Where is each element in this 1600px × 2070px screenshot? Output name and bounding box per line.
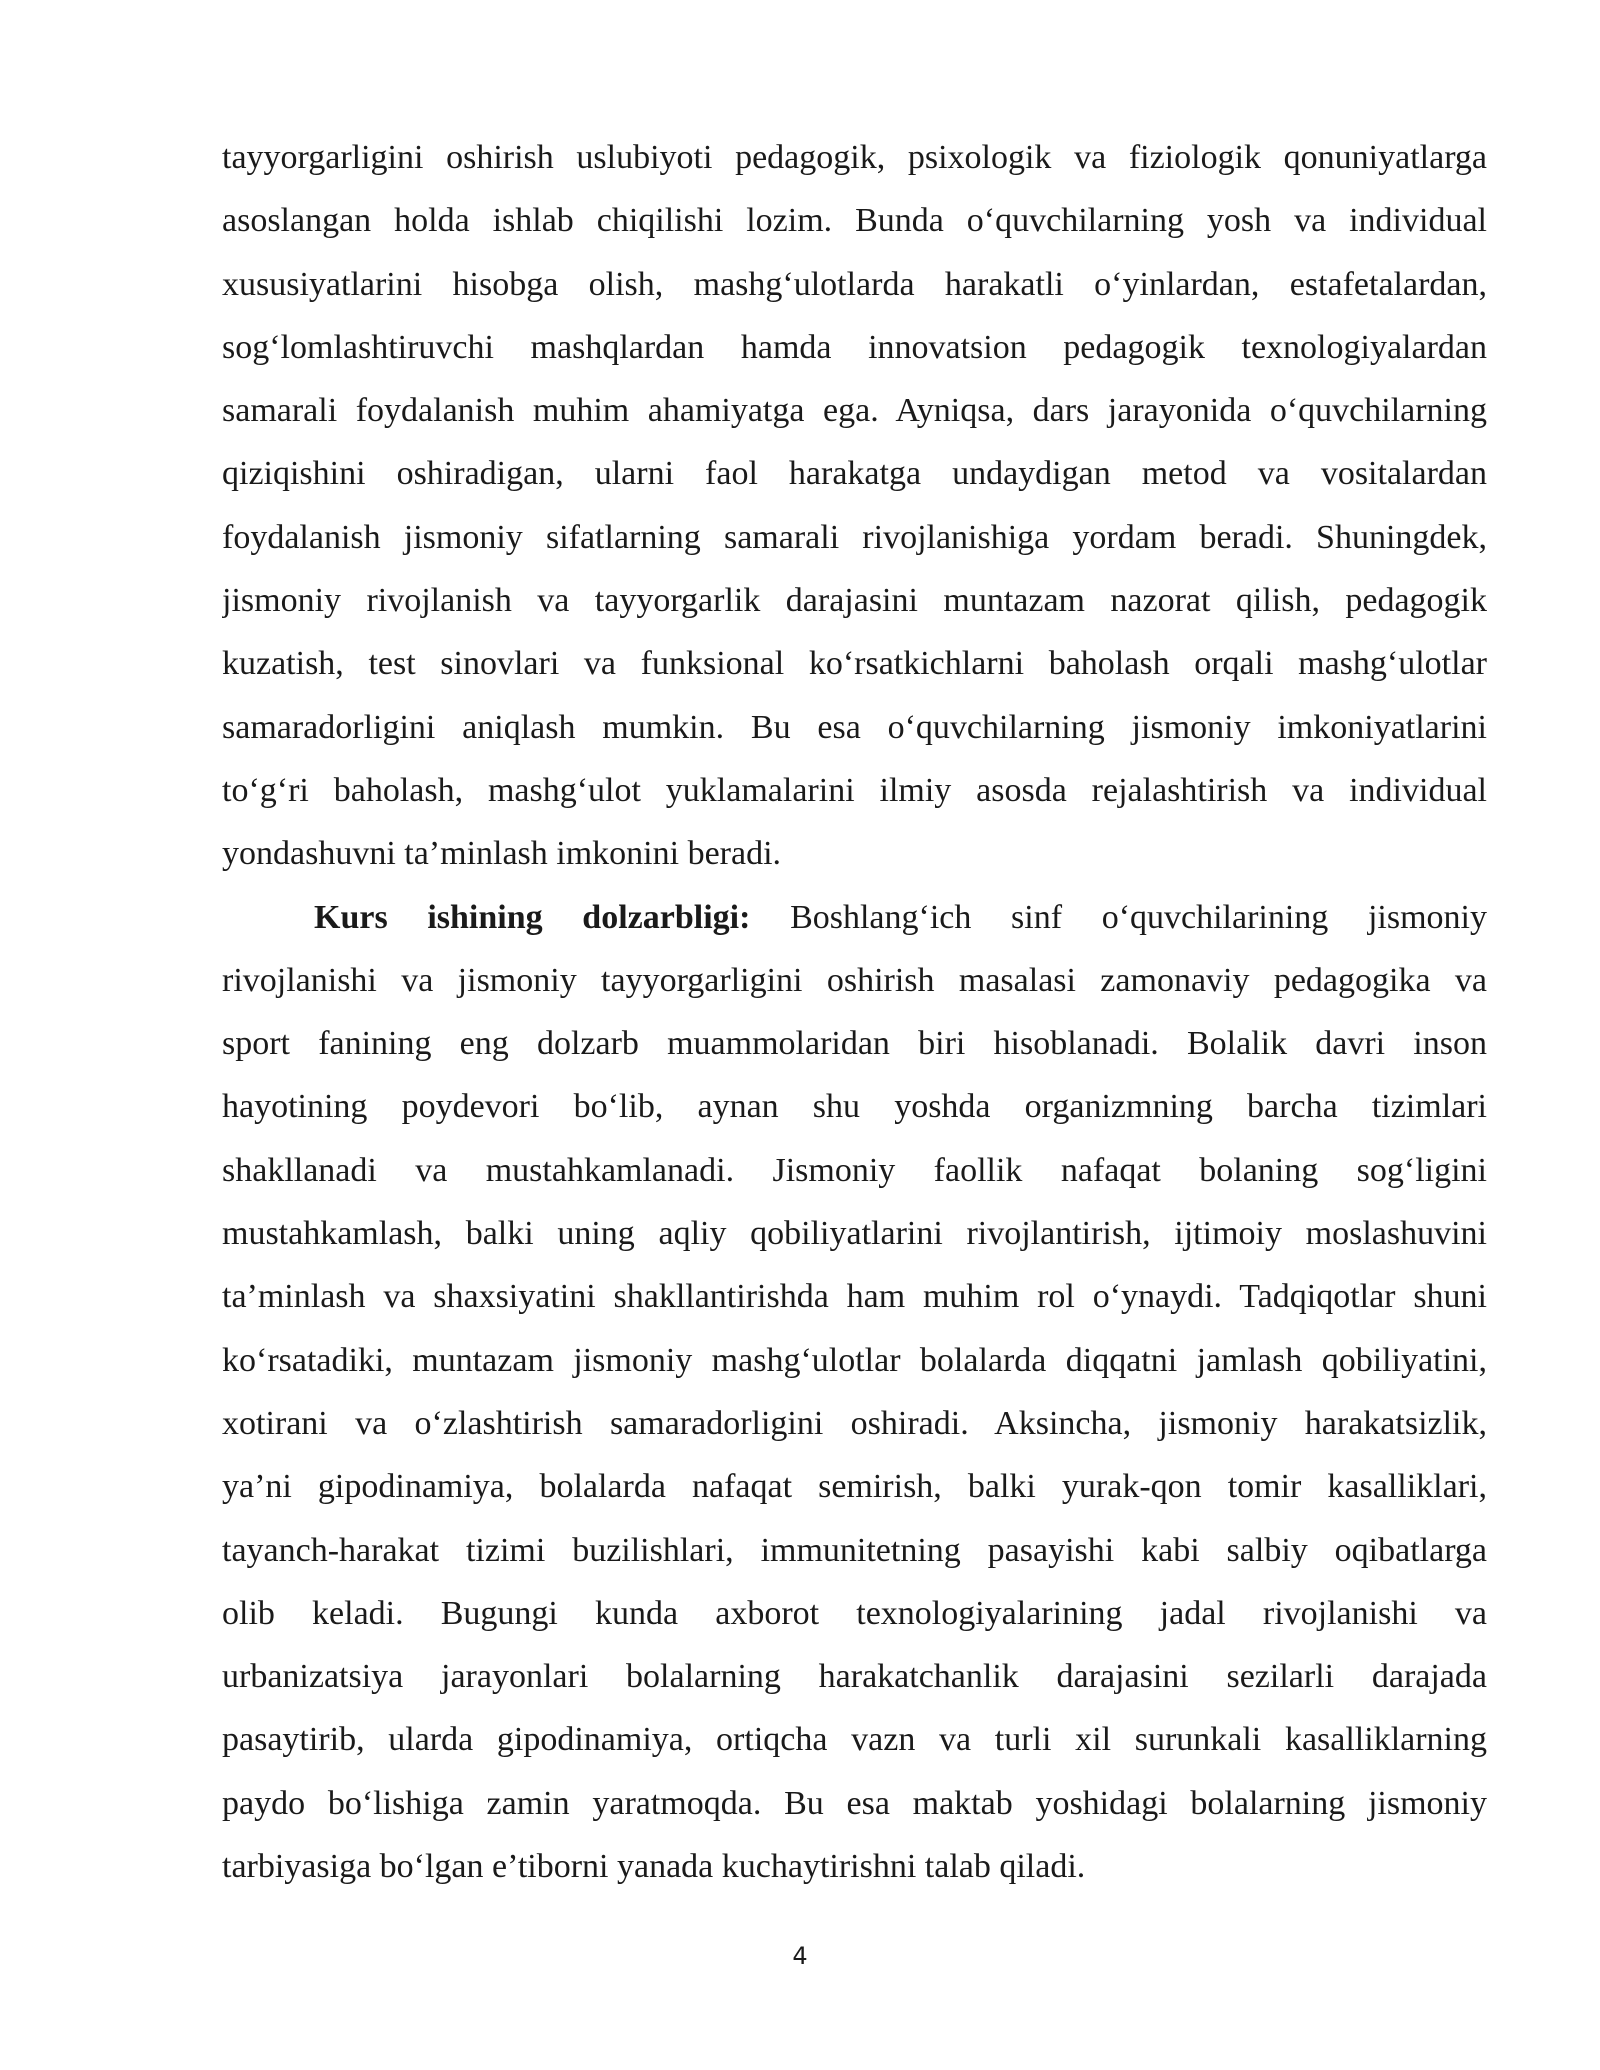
page-number: 4 [792, 1942, 808, 1970]
paragraph-1-line: sog‘lomlashtiruvchi mashqlardan hamda innovatsion pedagogik texnologiyalardan [222, 328, 1487, 366]
paragraph-2-line: paydo bo‘lishiga zamin yaratmoqda. Bu esa maktab yoshidagi bolalarning jismoniy [222, 1784, 1487, 1822]
paragraph-2-line: tayanch-harakat tizimi buzilishlari, immunitetning pasayishi kabi salbiy oqibatlarga [222, 1531, 1487, 1569]
paragraph-2-line: sport fanining eng dolzarb muammolaridan biri hisoblanadi. Bolalik davri inson [222, 1025, 1487, 1063]
paragraph-2-first-line-text: Boshlang‘ich sinf o‘quvchilarining jismoniy [750, 898, 1487, 936]
paragraph-1-line: xususiyatlarini hisobga olish, mashg‘ulotlarda harakatli o‘yinlardan, estafetalardan, [222, 265, 1487, 303]
paragraph-1-line: foydalanish jismoniy sifatlarning samarali rivojlanishiga yordam beradi. Shuningdek, [222, 518, 1487, 556]
paragraph-1-line: samarali foydalanish muhim ahamiyatga ega. Ayniqsa, dars jarayonida o‘quvchilarning [222, 392, 1487, 430]
paragraph-2-line: urbanizatsiya jarayonlari bolalarning harakatchanlik darajasini sezilarli darajada [222, 1658, 1487, 1696]
paragraph-2-line: tarbiyasiga bo‘lgan e’tiborni yanada kuchaytirishni talab qiladi. [222, 1848, 1086, 1886]
paragraph-1-line: samaradorligini aniqlash mumkin. Bu esa o‘quvchilarning jismoniy imkoniyatlarini [222, 708, 1487, 746]
body-text [222, 126, 1487, 1898]
paragraph-1-line: kuzatish, test sinovlari va funksional ko‘rsatkichlarni baholash orqali mashg‘ulotlar [222, 645, 1487, 683]
paragraph-2-line: mustahkamlash, balki uning aqliy qobiliyatlarini rivojlantirish, ijtimoiy moslashuvini [222, 1215, 1487, 1253]
paragraph-2-line: olib keladi. Bugungi kunda axborot texnologiyalarining jadal rivojlanishi va [222, 1594, 1487, 1632]
paragraph-2-line: xotirani va o‘zlashtirish samaradorligini oshiradi. Aksincha, jismoniy harakatsizlik, [222, 1404, 1487, 1442]
paragraph-2-line: ko‘rsatadiki, muntazam jismoniy mashg‘ulotlar bolalarda diqqatni jamlash qobiliyatini, [222, 1341, 1487, 1379]
paragraph-2-line: ta’minlash va shaxsiyatini shakllantirishda ham muhim rol o‘ynaydi. Tadqiqotlar shuni [222, 1278, 1487, 1316]
paragraph-2-line: hayotining poydevori bo‘lib, aynan shu yoshda organizmning barcha tizimlari [222, 1088, 1487, 1126]
paragraph-2-line: rivojlanishi va jismoniy tayyorgarligini oshirish masalasi zamonaviy pedagogika va [222, 961, 1487, 999]
paragraph-2-first-line [222, 886, 1487, 949]
paragraph-1-line: tayyorgarligini oshirish uslubiyoti pedagogik, psixologik va fiziologik qonuniyatlarga [222, 139, 1487, 176]
paragraph-2-line: pasaytirib, ularda gipodinamiya, ortiqcha vazn va turli xil surunkali kasalliklarning [222, 1721, 1487, 1759]
section-heading: Kurs ishining dolzarbligi: [314, 898, 751, 936]
paragraph-1-line: to‘g‘ri baholash, mashg‘ulot yuklamalarini ilmiy asosda rejalashtirish va individual [222, 771, 1487, 809]
paragraph-1-line: jismoniy rivojlanish va tayyorgarlik darajasini muntazam nazorat qilish, pedagogik [222, 582, 1487, 620]
paragraph-2-line: ya’ni gipodinamiya, bolalarda nafaqat semirish, balki yurak-qon tomir kasalliklari, [222, 1468, 1487, 1506]
paragraph-2-line: shakllanadi va mustahkamlanadi. Jismoniy faollik nafaqat bolaning sog‘ligini [222, 1151, 1487, 1189]
paragraph-1-line: qiziqishini oshiradigan, ularni faol harakatga undaydigan metod va vositalardan [222, 455, 1487, 493]
paragraph-1-line: asoslangan holda ishlab chiqilishi lozim. Bunda o‘quvchilarning yosh va individual [222, 202, 1487, 240]
paragraph-1-line: yondashuvni ta’minlash imkonini beradi. [222, 835, 782, 873]
